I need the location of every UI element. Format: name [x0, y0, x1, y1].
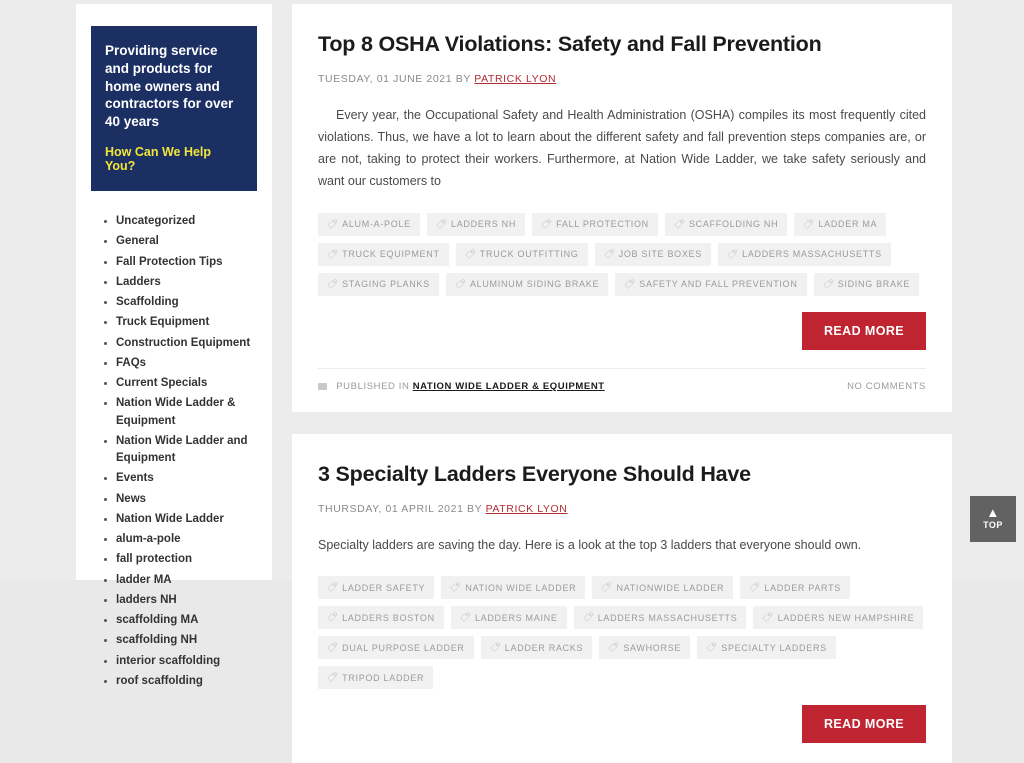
- by-label: BY: [467, 503, 482, 515]
- tag-item[interactable]: [599, 636, 690, 659]
- tag-label: LADDERS BOSTON: [342, 613, 435, 623]
- tag-icon: 🏷: [464, 249, 476, 260]
- tag-label: TRUCK EQUIPMENT: [342, 249, 440, 259]
- tag-label: DUAL PURPOSE LADDER: [342, 643, 465, 653]
- sidebar-item-events[interactable]: [104, 470, 272, 490]
- sidebar-item-scaffolding[interactable]: [104, 294, 272, 314]
- sidebar-item-fall-protection-tips[interactable]: [104, 254, 272, 274]
- tag-icon: 🏷: [459, 612, 471, 623]
- tag-label: LADDER SAFETY: [342, 583, 425, 593]
- sidebar-item-scaffolding-nh[interactable]: [104, 632, 272, 652]
- tag-label: FALL PROTECTION: [556, 219, 649, 229]
- sidebar-item-alum-a-pole[interactable]: [104, 531, 272, 551]
- tag-icon: 🏷: [748, 582, 760, 593]
- tag-label: NATION WIDE LADDER: [465, 583, 576, 593]
- article-category-link[interactable]: NATION WIDE LADDER & EQUIPMENT: [413, 381, 605, 392]
- tag-label: SAFETY AND FALL PREVENTION: [639, 279, 797, 289]
- tag-item[interactable]: [318, 243, 449, 266]
- published-in: [318, 381, 605, 392]
- sidebar-item-label[interactable]: fall protection: [116, 553, 192, 565]
- tag-icon: 🏷: [673, 219, 685, 230]
- sidebar-item-scaffolding-ma[interactable]: [104, 612, 272, 632]
- sidebar-item-nation-wide-ladder-equipment[interactable]: [104, 395, 272, 433]
- sidebar-item-ladders-nh[interactable]: [104, 592, 272, 612]
- tag-item[interactable]: [456, 243, 588, 266]
- tag-icon: 🏷: [326, 279, 338, 290]
- sidebar-item-label[interactable]: Fall Protection Tips: [116, 256, 223, 268]
- tag-label: TRUCK OUTFITTING: [480, 249, 579, 259]
- promo-text: Providing service and products for home owners and contractors for over 40 years: [105, 42, 243, 131]
- tag-label: STAGING PLANKS: [342, 279, 430, 289]
- tag-icon: 🏷: [326, 612, 338, 623]
- tag-list: [318, 213, 926, 296]
- sidebar-item-label[interactable]: Truck Equipment: [116, 316, 209, 328]
- article-footer: [318, 368, 926, 392]
- tag-icon: 🏷: [326, 642, 338, 653]
- category-list: [76, 213, 272, 693]
- tag-label: ALUMINUM SIDING BRAKE: [470, 279, 599, 289]
- article-author[interactable]: PATRICK LYON: [486, 503, 568, 515]
- tag-item[interactable]: [595, 243, 711, 266]
- sidebar-item-label[interactable]: ladder MA: [116, 574, 172, 586]
- article-card: [292, 434, 952, 763]
- tag-label: LADDERS MASSACHUSETTS: [742, 249, 882, 259]
- tag-label: TRIPOD LADDER: [342, 673, 424, 683]
- tag-item[interactable]: [318, 606, 444, 629]
- sidebar-item-label[interactable]: Current Specials: [116, 377, 207, 389]
- sidebar-item-general[interactable]: [104, 233, 272, 253]
- tag-list: [318, 576, 926, 689]
- sidebar-item-nation-wide-ladder[interactable]: [104, 511, 272, 531]
- sidebar-item-news[interactable]: [104, 491, 272, 511]
- article-list: [272, 0, 1024, 580]
- tag-icon: 🏷: [540, 219, 552, 230]
- article-excerpt: Every year, the Occupational Safety and Health Administration (OSHA) compiles its most frequently cited violations. Thus, we have a lot to learn about the different safety and fall prevention steps companies are, or are not, taking to protect their workers. Furthermore, at Nation Wide Ladder, we take safety seriously and want our customers to: [318, 105, 926, 193]
- tag-icon: 🏷: [802, 219, 814, 230]
- tag-label: JOB SITE BOXES: [619, 249, 702, 259]
- tag-item[interactable]: [592, 576, 733, 599]
- read-more-button[interactable]: READ MORE: [802, 705, 926, 743]
- tag-label: LADDER RACKS: [505, 643, 583, 653]
- article-title[interactable]: Top 8 OSHA Violations: Safety and Fall Prevention: [318, 32, 926, 57]
- tag-label: LADDER PARTS: [764, 583, 841, 593]
- sidebar-item-label[interactable]: ladders NH: [116, 594, 177, 606]
- sidebar-item-current-specials[interactable]: [104, 375, 272, 395]
- tag-label: LADDERS NEW HAMPSHIRE: [778, 613, 915, 623]
- chevron-up-icon: ▲: [986, 508, 999, 517]
- sidebar-item-label[interactable]: scaffolding MA: [116, 614, 198, 626]
- sidebar-item-ladder-ma[interactable]: [104, 572, 272, 592]
- sidebar-item-construction-equipment[interactable]: [104, 335, 272, 355]
- sidebar-item-label[interactable]: interior scaffolding: [116, 655, 220, 667]
- read-more-row: [318, 312, 926, 350]
- sidebar-item-label[interactable]: Ladders: [116, 276, 161, 288]
- sidebar-item-label[interactable]: roof scaffolding: [116, 675, 203, 687]
- tag-item[interactable]: [451, 606, 567, 629]
- tag-label: NATIONWIDE LADDER: [617, 583, 725, 593]
- tag-icon: 🏷: [623, 279, 635, 290]
- tag-item[interactable]: [697, 636, 836, 659]
- tag-item[interactable]: [481, 636, 593, 659]
- tag-item[interactable]: [318, 213, 420, 236]
- tag-icon: 🏷: [761, 612, 773, 623]
- sidebar-item-truck-equipment[interactable]: [104, 314, 272, 334]
- tag-icon: 🏷: [726, 249, 738, 260]
- tag-icon: 🏷: [326, 582, 338, 593]
- article-date: TUESDAY, 01 JUNE 2021: [318, 73, 452, 85]
- tag-label: LADDERS MASSACHUSETTS: [598, 613, 738, 623]
- tag-icon: 🏷: [582, 612, 594, 623]
- tag-item[interactable]: [615, 273, 806, 296]
- read-more-button[interactable]: READ MORE: [802, 312, 926, 350]
- tag-label: SPECIALTY LADDERS: [721, 643, 827, 653]
- tag-label: ALUM-A-POLE: [342, 219, 411, 229]
- tag-label: LADDER MA: [818, 219, 877, 229]
- sidebar-item-label[interactable]: Events: [116, 472, 154, 484]
- sidebar-item-label[interactable]: scaffolding NH: [116, 634, 197, 646]
- article-excerpt: Specialty ladders are saving the day. Here is a look at the top 3 ladders that everyone should own.: [318, 535, 926, 557]
- tag-icon: 🏷: [822, 279, 834, 290]
- tag-icon: 🏷: [326, 672, 338, 683]
- tag-item[interactable]: [814, 273, 920, 296]
- tag-item[interactable]: [446, 273, 608, 296]
- sidebar-item-faqs[interactable]: [104, 355, 272, 375]
- sidebar-item-label[interactable]: Nation Wide Ladder & Equipment: [116, 397, 235, 426]
- article-meta: [318, 73, 926, 85]
- tag-label: LADDERS NH: [451, 219, 516, 229]
- tag-item[interactable]: [532, 213, 658, 236]
- sidebar-item-label[interactable]: News: [116, 493, 146, 505]
- tag-item[interactable]: [318, 636, 474, 659]
- tag-item[interactable]: [427, 213, 525, 236]
- scroll-to-top-label: TOP: [983, 520, 1003, 530]
- sidebar-item-label[interactable]: Nation Wide Ladder and Equipment: [116, 435, 248, 464]
- tag-icon: 🏷: [607, 642, 619, 653]
- tag-label: SCAFFOLDING NH: [689, 219, 778, 229]
- promo-box: [91, 26, 257, 191]
- tag-icon: 🏷: [326, 249, 338, 260]
- sidebar-item-fall-protection[interactable]: [104, 551, 272, 571]
- read-more-row: [318, 705, 926, 743]
- sidebar-item-label[interactable]: General: [116, 235, 159, 247]
- tag-item[interactable]: [794, 213, 886, 236]
- tag-item[interactable]: [665, 213, 787, 236]
- comments-link[interactable]: NO COMMENTS: [847, 381, 926, 392]
- tag-icon: 🏷: [705, 642, 717, 653]
- sidebar-item-label[interactable]: Scaffolding: [116, 296, 179, 308]
- tag-icon: 🏷: [326, 219, 338, 230]
- sidebar-item-label[interactable]: alum-a-pole: [116, 533, 181, 545]
- folder-icon: [318, 383, 327, 390]
- sidebar-item-label[interactable]: Nation Wide Ladder: [116, 513, 224, 525]
- published-in-label: PUBLISHED IN: [336, 381, 409, 392]
- sidebar-item-label[interactable]: Construction Equipment: [116, 337, 250, 349]
- tag-icon: 🏷: [489, 642, 501, 653]
- tag-label: SAWHORSE: [623, 643, 681, 653]
- sidebar-item-label[interactable]: Uncategorized: [116, 215, 195, 227]
- promo-help-link[interactable]: How Can We Help You?: [105, 145, 243, 173]
- article-title[interactable]: 3 Specialty Ladders Everyone Should Have: [318, 462, 926, 487]
- tag-item[interactable]: [318, 666, 433, 689]
- sidebar: [76, 4, 272, 580]
- article-author[interactable]: PATRICK LYON: [474, 73, 556, 85]
- sidebar-item-uncategorized[interactable]: [104, 213, 272, 233]
- sidebar-item-label[interactable]: FAQs: [116, 357, 146, 369]
- sidebar-item-roof-scaffolding[interactable]: [104, 673, 272, 693]
- tag-item[interactable]: [718, 243, 891, 266]
- sidebar-item-interior-scaffolding[interactable]: [104, 653, 272, 673]
- scroll-to-top-button[interactable]: [970, 496, 1016, 542]
- tag-item[interactable]: [574, 606, 747, 629]
- tag-icon: 🏷: [600, 582, 612, 593]
- tag-item[interactable]: [740, 576, 850, 599]
- tag-item[interactable]: [318, 273, 439, 296]
- tag-icon: 🏷: [454, 279, 466, 290]
- by-label: BY: [456, 73, 471, 85]
- tag-icon: 🏷: [435, 219, 447, 230]
- tag-label: LADDERS MAINE: [475, 613, 558, 623]
- article-card: [292, 4, 952, 412]
- tag-label: SIDING BRAKE: [838, 279, 910, 289]
- sidebar-item-nation-wide-ladder-and-equipment[interactable]: [104, 433, 272, 471]
- tag-item[interactable]: [753, 606, 923, 629]
- article-meta: [318, 503, 926, 515]
- tag-icon: 🏷: [603, 249, 615, 260]
- article-date: THURSDAY, 01 APRIL 2021: [318, 503, 464, 515]
- sidebar-item-ladders[interactable]: [104, 274, 272, 294]
- tag-icon: 🏷: [449, 582, 461, 593]
- tag-item[interactable]: [441, 576, 585, 599]
- tag-item[interactable]: [318, 576, 434, 599]
